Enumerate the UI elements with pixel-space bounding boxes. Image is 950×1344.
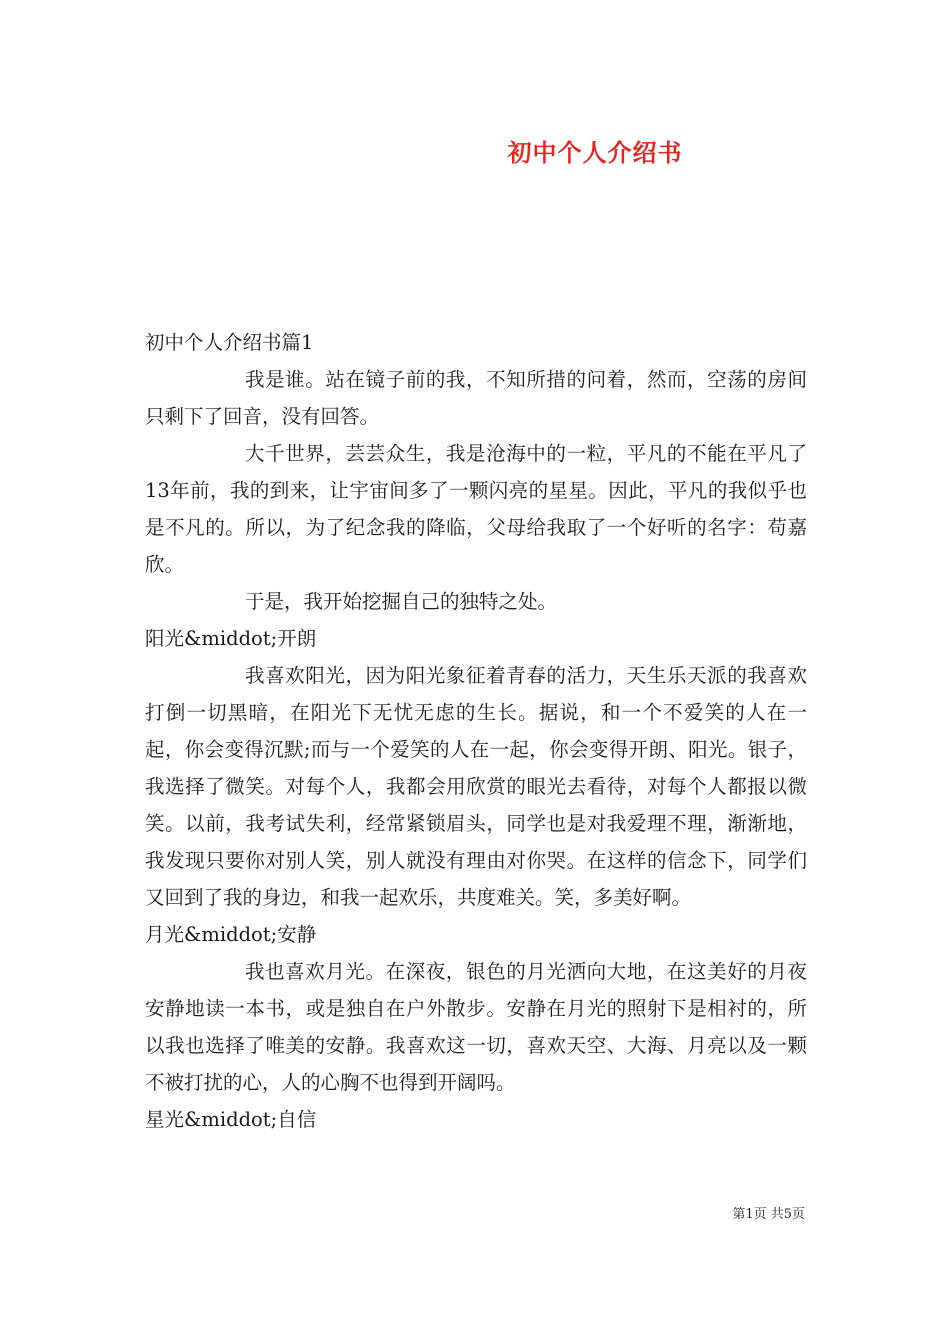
paragraph-transition: 于是，我开始挖掘自己的独特之处。 <box>245 590 558 613</box>
section-heading: 初中个人介绍书篇1 <box>145 331 314 354</box>
paragraph-sunshine: 我喜欢阳光，因为阳光象征着青春的活力，天生乐天派的我喜欢打倒一切黑暗，在阳光下无忧无虑的生长。据说，和一个不爱笑的人在一起，你会变得沉默;而与一个爱笑的人在一起，你会变得开朗、阳光。银子，我选择了微笑。对每个人，我都会用欣赏的眼光去看待，对每个人都报以微笑。以前，我考试失利，经常紧锁眉头，同学也是对我爱理不理，渐渐地，我发现只要你对别人笑，别人就没有理由对你哭。在这样的信念下，同学们又回到了我的身边，和我一起欢乐，共度难关。笑，多美好啊。 <box>145 664 807 909</box>
subheading-moonlight: 月光&middot;安静 <box>145 923 317 946</box>
document-body <box>145 324 807 1138</box>
paragraph-world: 大千世界，芸芸众生，我是沧海中的一粒，平凡的不能在平凡了13年前，我的到来，让宇宙间多了一颗闪亮的星星。因此，平凡的我似乎也是不凡的。所以，为了纪念我的降临，父母给我取了一个好听的名字：苟嘉欣。 <box>145 442 807 576</box>
subheading-sunshine: 阳光&middot;开朗 <box>145 627 317 650</box>
document-title: 初中个人介绍书 <box>507 138 683 167</box>
paragraph-intro: 我是谁。站在镜子前的我，不知所措的问着，然而，空荡的房间只剩下了回音，没有回答。 <box>145 368 807 428</box>
page-number-footer: 第1页 共5页 <box>732 1207 805 1222</box>
subheading-starlight: 星光&middot;自信 <box>145 1108 317 1131</box>
paragraph-moonlight: 我也喜欢月光。在深夜，银色的月光洒向大地，在这美好的月夜安静地读一本书，或是独自在户外散步。安静在月光的照射下是相衬的，所以我也选择了唯美的安静。我喜欢这一切，喜欢天空、大海、月亮以及一颗不被打扰的心，人的心胸不也得到开阔吗。 <box>145 960 807 1094</box>
